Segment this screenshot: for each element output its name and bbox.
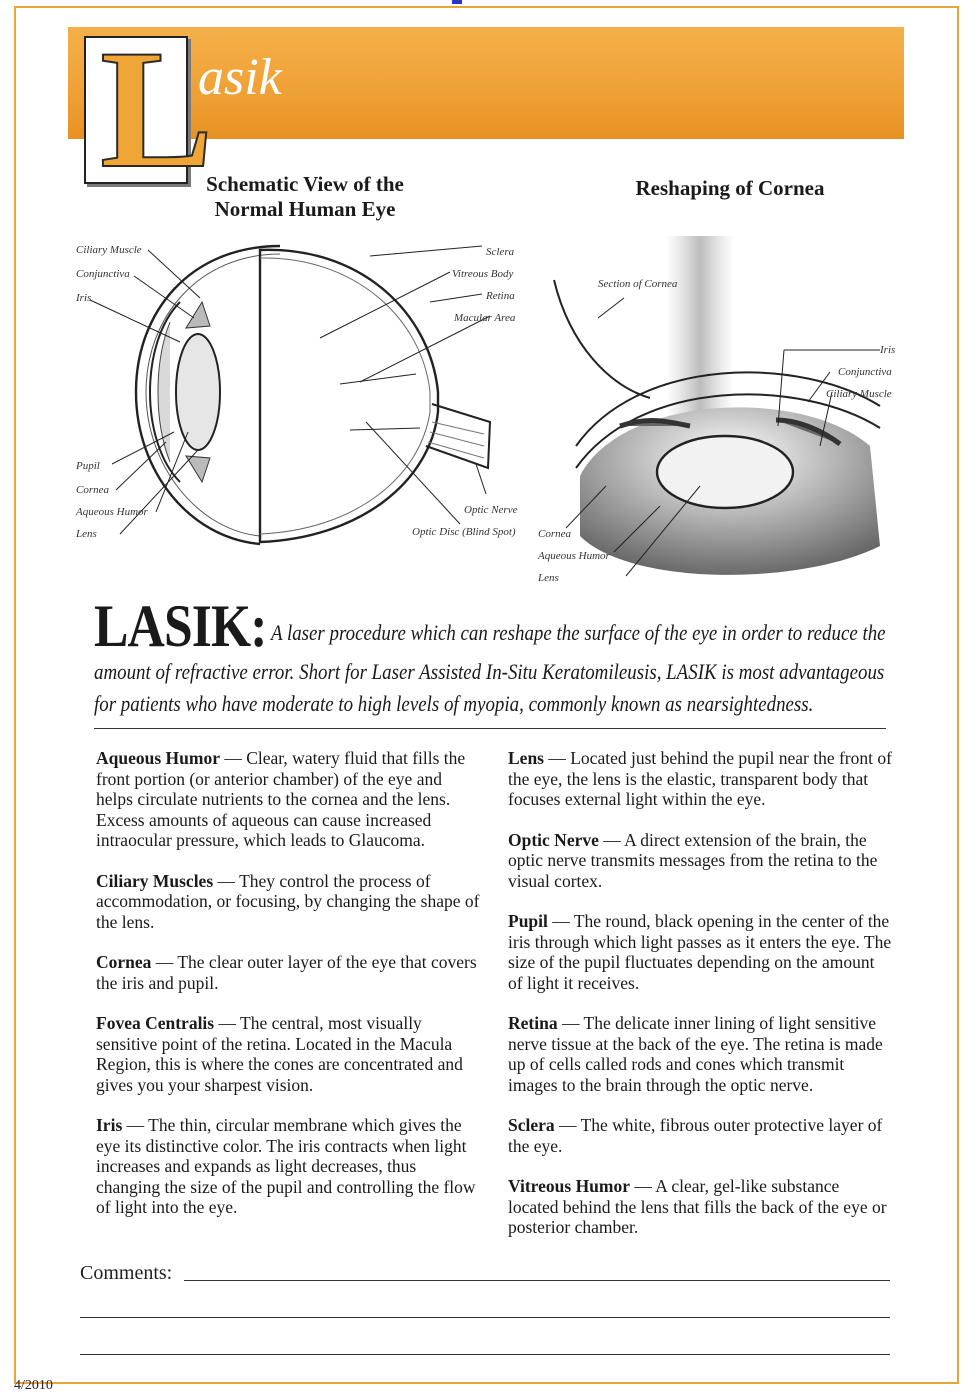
glossary-definition: — The delicate inner lining of light sensitive nerve tissue at the back of the eye. The retina is made up of cells called rods and cones which transmit images to the brain through the optic nerve. [508,1013,883,1095]
eye-label-macular-area: Macular Area [454,312,516,324]
glossary-entry [508,1176,893,1238]
cornea-label-cornea: Cornea [538,528,571,540]
glossary-entry [508,748,893,810]
top-mark [452,0,462,4]
eye-label-optic-disc: Optic Disc (Blind Spot) [412,526,516,538]
eye-label-ciliary-muscle: Ciliary Muscle [76,244,142,256]
glossary-definition: — Clear, watery fluid that fills the front portion (or anterior chamber) of the eye and helps circulate nutrients to the cornea and the lens. Excess amounts of aqueous can cause increased intraocular pressure, which leads to Glaucoma. [96,748,466,850]
eye-label-aqueous-humor: Aqueous Humor [76,506,148,518]
glossary-term: Pupil [508,911,548,931]
glossary-definition: — The thin, circular membrane which gives the eye its distinctive color. The iris contracts when light increases and expands as light decreases, thus changing the size of the pupil and controlling the flow of light into the eye. [96,1115,476,1217]
eye-label-iris: Iris [76,292,92,304]
cornea-reshaping-diagram [540,236,910,586]
eye-label-pupil: Pupil [76,460,100,472]
glossary-entry [96,871,481,933]
cornea-label-iris: Iris [880,344,896,356]
cornea-label-ciliary-muscle: Ciliary Muscle [826,388,892,400]
eye-label-lens: Lens [76,528,97,540]
glossary-term: Ciliary Muscles [96,870,214,891]
glossary-left-column [96,748,481,1238]
eye-label-retina: Retina [486,290,515,302]
eye-label-optic-nerve: Optic Nerve [464,504,518,516]
glossary-entry [508,1013,893,1095]
footer-date: 4/2010 [14,1378,53,1393]
glossary-definition: — The clear outer layer of the eye that covers the iris and pupil. [96,952,477,993]
glossary-term: Cornea [96,952,152,972]
comments-line-1[interactable] [184,1280,890,1281]
header-title-rest: asik [198,49,282,106]
glossary-term: Sclera [508,1115,555,1135]
lens-shape-right [657,436,793,508]
globe-body [260,250,438,542]
glossary-definition: — The round, black opening in the center of the iris through which light passes as it enters the eye. The size of the pupil fluctuates depending on the amount of light it receives. [508,911,892,993]
eye-label-cornea: Cornea [76,484,109,496]
comments-line-3[interactable] [80,1354,890,1355]
glossary-definition: — A clear, gel-like substance located behind the lens that fills the back of the eye or posterior chamber. [508,1176,887,1237]
comments-label: Comments: [80,1262,173,1284]
glossary-term: Optic Nerve [508,829,599,850]
cornea-label-conjunctiva: Conjunctiva [838,366,892,378]
glossary-term: Fovea Centralis [96,1013,215,1033]
left-diagram-title: Schematic View of the Normal Human Eye [206,172,404,221]
glossary-term: Lens [508,748,544,768]
lasik-term: LASIK: [94,593,267,659]
glossary-right-column [508,748,893,1258]
lasik-definition: A laser procedure which can reshape the surface of the eye in order to reduce the amount of refractive error. Short for Laser Assisted In-Situ Keratomileusis, LASIK is most advantageous for patients who have moderate to high levels of myopia, commonly known as nearsightedness. [94,620,886,716]
glossary-definition: — A direct extension of the brain, the optic nerve transmits messages from the retina to the visual cortex. [508,829,878,891]
cornea-label-lens: Lens [538,572,559,584]
glossary-term: Retina [508,1013,558,1033]
eye-label-conjunctiva: Conjunctiva [76,268,130,280]
drop-cap-letter: L [100,15,214,203]
eye-label-vitreous-body: Vitreous Body [452,268,514,280]
right-diagram-title: Reshaping of Cornea [635,176,825,200]
comments-line-2[interactable] [80,1317,890,1318]
glossary-entry [508,830,893,892]
lasik-intro [94,593,890,720]
eye-label-sclera: Sclera [486,246,515,258]
section-divider [94,728,886,729]
glossary-entry [96,1115,481,1218]
glossary-entry [508,911,893,993]
corneal-flap [554,280,650,398]
optic-nerve-shape [426,404,490,468]
glossary-entry [508,1115,893,1156]
glossary-entry [96,748,481,851]
glossary-term: Iris [96,1115,123,1135]
eye-schematic-diagram [70,232,530,552]
glossary-term: Vitreous Humor [508,1176,631,1196]
cornea-label-aqueous-humor: Aqueous Humor [538,550,610,562]
glossary-definition: — The central, most visually sensitive point of the retina. Located in the Macula Region, this is where the cones are concentrated and gives you your sharpest vision. [96,1013,463,1095]
glossary-term: Aqueous Humor [96,748,220,768]
glossary-entry [96,1013,481,1095]
glossary-definition: — Located just behind the pupil near the front of the eye, the lens is the elastic, transparent body that focuses external light within the eye. [508,748,892,809]
glossary-entry [96,952,481,993]
lens-shape [176,334,220,450]
glossary-definition: — The white, fibrous outer protective layer of the eye. [508,1115,883,1156]
cornea-label-section: Section of Cornea [598,278,678,290]
glossary-definition: — They control the process of accommodation, or focusing, by changing the shape of the lens. [96,870,480,932]
drop-cap-box [84,15,214,203]
